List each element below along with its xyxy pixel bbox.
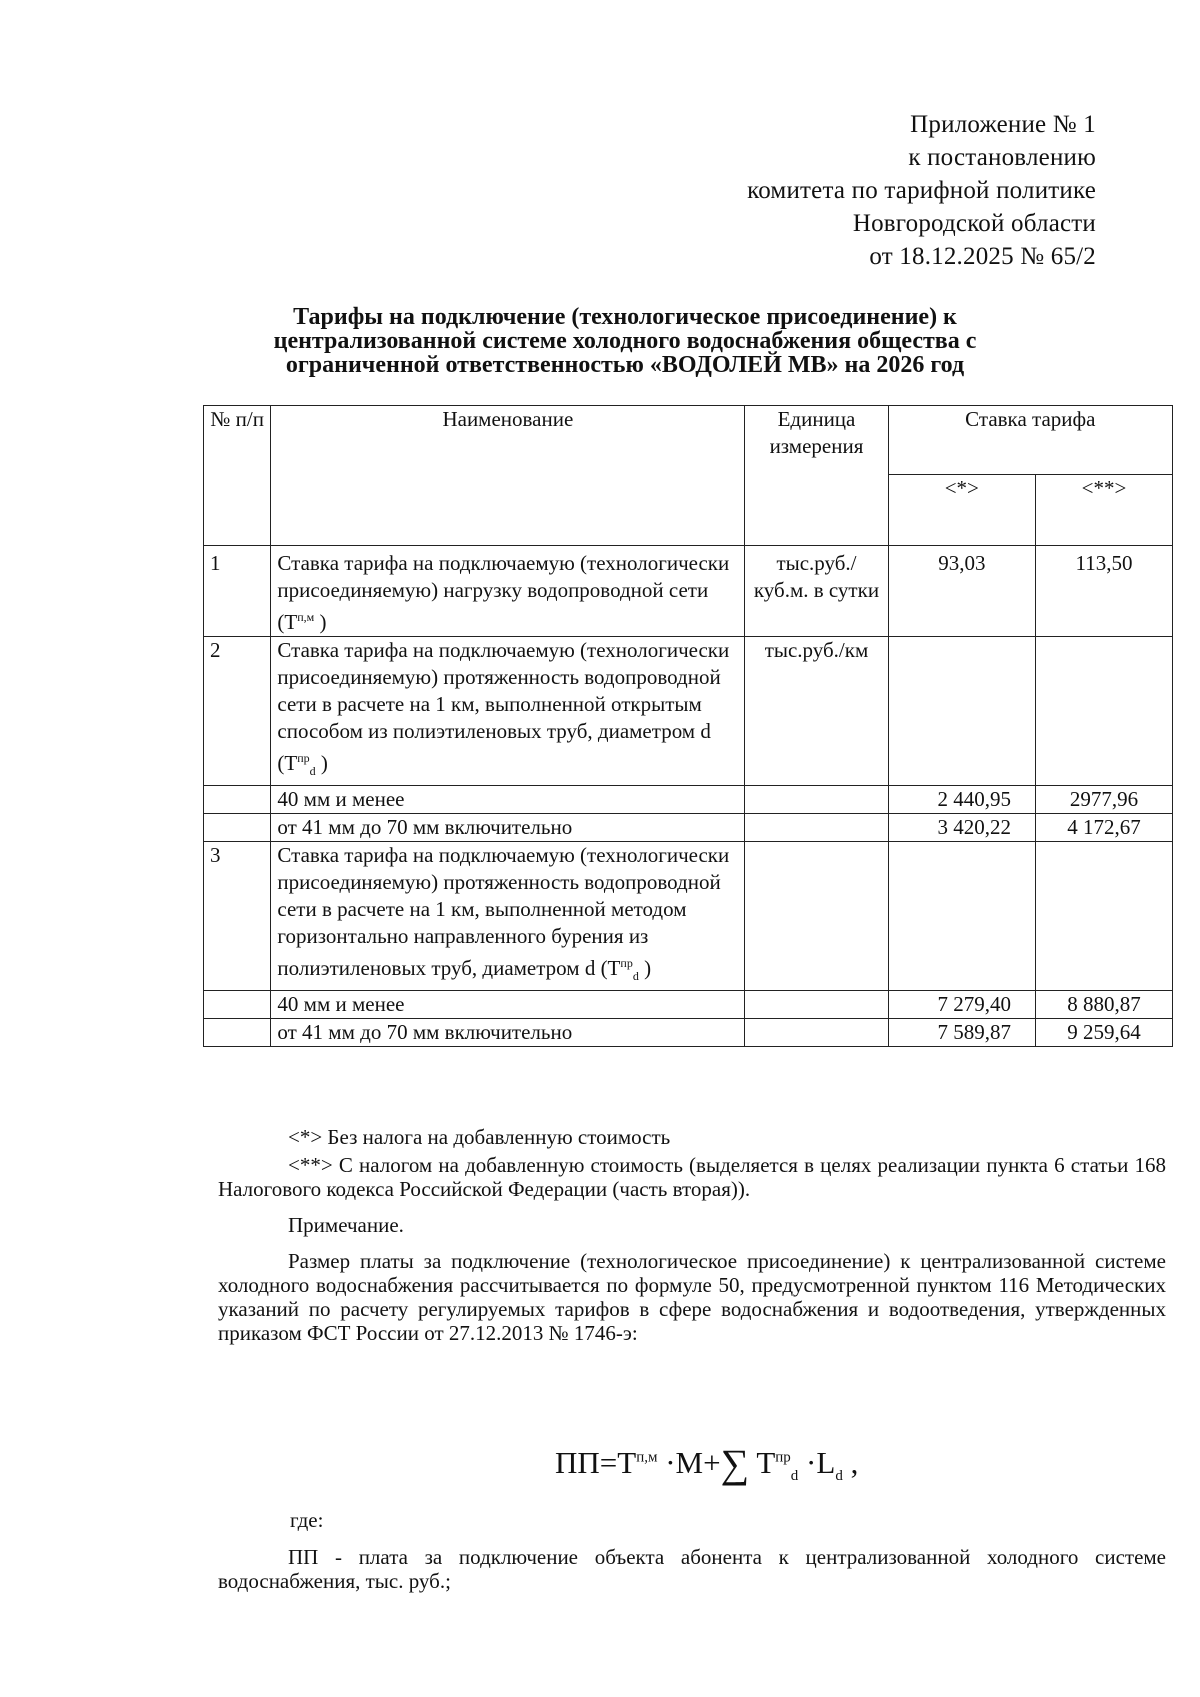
row-name: Ставка тарифа на подключаемую (технологически присоединяемую) нагрузку водопроводной сети ($T^{п,м}$ ) <box>271 546 745 637</box>
header-name: Наименование <box>271 406 745 546</box>
footnote-vat: <**> С налогом на добавленную стоимость (выделяется в целях реализации пункта 6 статьи 168 Налогового кодекса Российской Федерации (часть вторая)). <box>218 1153 1166 1201</box>
appendix-header <box>747 108 1096 273</box>
row-value-no-vat: 7 279,40 <box>888 991 1035 1019</box>
definition-pp: ПП - плата за подключение объекта абонента к централизованной холодного системе водоснабжения, тыс. руб.; <box>218 1545 1166 1593</box>
row-value-vat: 113,50 <box>1036 546 1173 637</box>
row-value-no-vat <box>888 637 1035 786</box>
row-num: 3 <box>204 842 271 991</box>
title-line: Тарифы на подключение (технологическое присоединение) к <box>293 304 957 330</box>
row-value-no-vat: 7 589,87 <box>888 1019 1035 1047</box>
row-value-no-vat: 2 440,95 <box>888 786 1035 814</box>
header-unit: Единица измерения <box>745 406 888 546</box>
table-row <box>204 546 1173 637</box>
row-value-vat: 4 172,67 <box>1036 814 1173 842</box>
table-row <box>204 1019 1173 1047</box>
row-num: 1 <box>204 546 271 637</box>
document-title <box>180 305 1070 377</box>
row-value-no-vat: 93,03 <box>888 546 1035 637</box>
tariff-table <box>203 405 1173 1047</box>
appendix-line: комитета по тарифной политике <box>747 177 1096 204</box>
row-value-vat: 9 259,64 <box>1036 1019 1173 1047</box>
title-line: централизованной системе холодного водоснабжения общества с <box>273 328 977 354</box>
appendix-line: к постановлению <box>908 144 1096 171</box>
where-label: где: <box>290 1508 324 1532</box>
row-value-vat: 8 880,87 <box>1036 991 1173 1019</box>
row-subname: от 41 мм до 70 мм включительно <box>271 1019 745 1047</box>
footnote-no-vat: <*> Без налога на добавленную стоимость <box>288 1125 671 1149</box>
row-subname: 40 мм и менее <box>271 786 745 814</box>
table-row <box>204 637 1173 786</box>
header-rate-no-vat: <*> <box>888 475 1035 546</box>
row-value-vat <box>1036 637 1173 786</box>
row-num: 2 <box>204 637 271 786</box>
appendix-line: Приложение № 1 <box>910 111 1096 138</box>
payment-formula: $ПП=T^{п,м} \cdot M+\sum$ $T^{пр}_d \cdot L_d$ , <box>555 1441 859 1486</box>
appendix-line: от 18.12.2025 № 65/2 <box>869 243 1096 270</box>
row-unit: тыс.руб./км <box>745 637 888 786</box>
row-unit: тыс.руб./ куб.м. в сутки <box>745 546 888 637</box>
remark-heading: Примечание. <box>288 1213 404 1237</box>
table-header-row <box>204 406 1173 475</box>
remark-paragraph: Размер платы за подключение (технологическое присоединение) к централизованной системе холодного водоснабжения рассчитывается по формуле 50, предусмотренной пунктом 116 Методических указаний по расчету регулируемых тарифов в сфере водоснабжения и водоотведения, утвержденных приказом ФСТ России от 27.12.2013 № 1746-э: <box>218 1249 1166 1345</box>
title-line: ограниченной ответственностью «ВОДОЛЕЙ МВ» на 2026 год <box>285 352 965 378</box>
table-row <box>204 991 1173 1019</box>
table-row <box>204 842 1173 991</box>
row-value-vat: 2977,96 <box>1036 786 1173 814</box>
appendix-line: Новгородской области <box>852 210 1096 237</box>
table-row <box>204 814 1173 842</box>
row-name: Ставка тарифа на подключаемую (технологически присоединяемую) протяженность водопроводной сети в расчете на 1 км, выполненной методом горизонтально направленного бурения из полиэтиленовых труб, диаметром d ($T^{пр}_d$ ) <box>271 842 745 991</box>
header-rate-vat: <**> <box>1036 475 1173 546</box>
table-row <box>204 786 1173 814</box>
row-subname: от 41 мм до 70 мм включительно <box>271 814 745 842</box>
header-num: № п/п <box>204 406 271 546</box>
row-subname: 40 мм и менее <box>271 991 745 1019</box>
header-rate: Ставка тарифа <box>888 406 1172 475</box>
row-value-no-vat: 3 420,22 <box>888 814 1035 842</box>
row-name: Ставка тарифа на подключаемую (технологически присоединяемую) протяженность водопроводной сети в расчете на 1 км, выполненной открытым способом из полиэтиленовых труб, диаметром d ($T^{пр}_d$ ) <box>271 637 745 786</box>
notes-section <box>218 1125 1166 1345</box>
